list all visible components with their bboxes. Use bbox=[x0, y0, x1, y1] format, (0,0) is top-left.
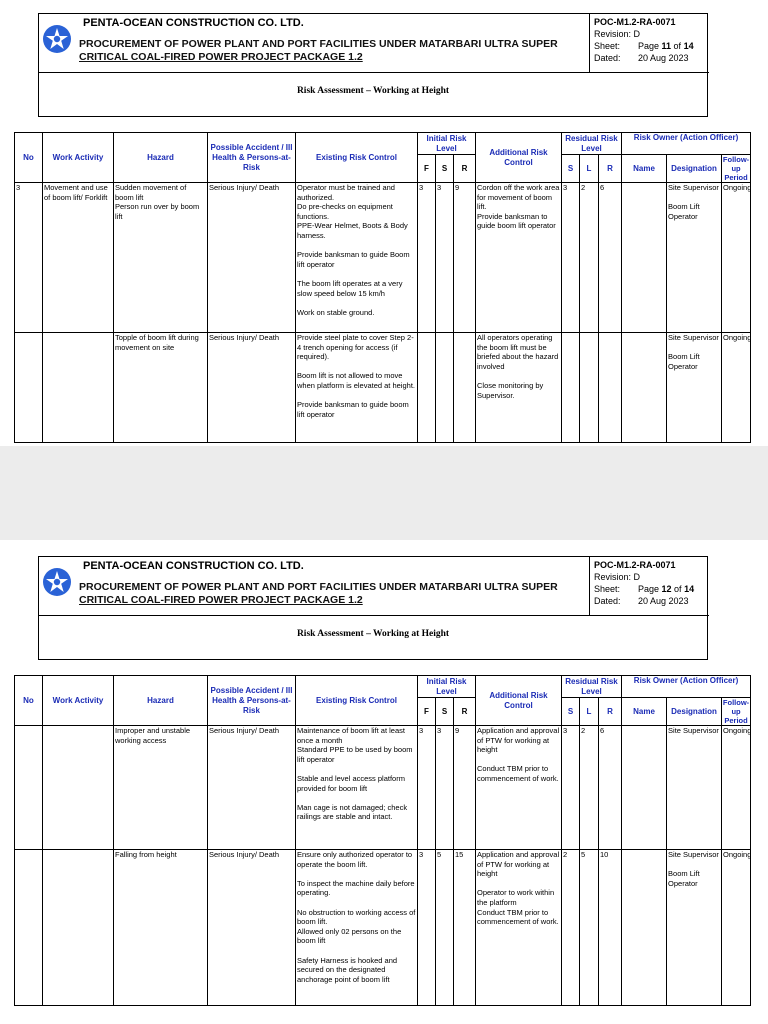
cell-existing-control bbox=[296, 183, 418, 333]
dated-value: 20 Aug 2023 bbox=[638, 596, 689, 606]
cell-followup: Ongoing bbox=[722, 183, 751, 333]
col-header-hazard: Hazard bbox=[114, 133, 208, 183]
cell-additional-control-block: Application and approval of PTW for working at height bbox=[477, 850, 560, 879]
col-header-followup: Follow-up Period bbox=[722, 698, 750, 725]
cell-existing-control bbox=[296, 850, 418, 1006]
cell-followup: Ongoing bbox=[722, 850, 751, 1006]
col-header-residual-s: S bbox=[562, 155, 580, 183]
col-header-residual-r: R bbox=[599, 698, 622, 726]
dated-label: Dated: bbox=[594, 596, 621, 606]
dated-info bbox=[594, 53, 704, 63]
cell-designation bbox=[667, 183, 722, 333]
col-header-possible-accident: Possible Accident / Ill Health & Persons-at-Risk bbox=[208, 676, 296, 726]
risk-assessment-table bbox=[14, 132, 751, 443]
cell-additional-control-block: Operator to work within the platform Conduct TBM prior to commencement of work. bbox=[477, 888, 559, 927]
col-header-residual-l: L bbox=[580, 698, 599, 726]
cell-existing-control-block: Provide banksman to guide boom lift operator bbox=[297, 400, 409, 419]
col-header-residual-s: S bbox=[562, 698, 580, 726]
cell-additional-control bbox=[476, 850, 562, 1006]
col-header-initial-r: R bbox=[454, 698, 476, 726]
project-title-line1: PROCUREMENT OF POWER PLANT AND PORT FACILITIES UNDER MATARBARI ULTRA SUPER bbox=[79, 38, 558, 50]
page-12 bbox=[0, 540, 768, 1024]
cell-additional-control-block: Conduct TBM prior to commencement of work. bbox=[477, 764, 559, 783]
col-header-no: No bbox=[15, 676, 43, 726]
cell-possible-accident: Serious Injury/ Death bbox=[208, 183, 296, 333]
cell-initial-s: 3 bbox=[436, 726, 454, 850]
sheet-value bbox=[638, 41, 694, 51]
table-row bbox=[15, 183, 751, 333]
cell-designation-block: Boom Lift Operator bbox=[668, 202, 700, 221]
cell-initial-f: 3 bbox=[418, 850, 436, 1006]
cell-work-activity bbox=[43, 726, 114, 850]
cell-existing-control-block: To inspect the machine daily before operating. bbox=[297, 878, 415, 898]
risk-assessment-table bbox=[14, 675, 751, 1006]
cell-work-activity bbox=[43, 850, 114, 1006]
cell-additional-control bbox=[476, 726, 562, 850]
col-header-risk-owner: Risk Owner (Action Officer) bbox=[622, 133, 751, 155]
cell-no bbox=[15, 726, 43, 850]
page-prefix: Page bbox=[638, 584, 662, 594]
cell-initial-f bbox=[418, 333, 436, 443]
cell-designation-block: Site Supervisor bbox=[668, 850, 719, 859]
page-total: 14 bbox=[683, 41, 694, 51]
cell-existing-control-block: Provide steel plate to cover Step 2-4 trench opening for access (if required). bbox=[297, 333, 414, 362]
cell-existing-control-block: Ensure only authorized operator to operate the boom lift. bbox=[297, 850, 413, 869]
sheet-label: Sheet: bbox=[594, 41, 621, 51]
sheet-label: Sheet: bbox=[594, 584, 621, 594]
col-header-initial-risk: Initial Risk Level bbox=[418, 676, 476, 698]
col-header-name: Name bbox=[622, 155, 667, 183]
cell-residual-s bbox=[562, 333, 580, 443]
cell-name bbox=[622, 333, 667, 443]
col-header-initial-s: S bbox=[436, 155, 454, 183]
col-header-residual-l: L bbox=[580, 155, 599, 183]
document-header bbox=[38, 556, 708, 660]
header-title-block bbox=[39, 14, 590, 73]
col-header-work-activity: Work Activity bbox=[43, 133, 114, 183]
cell-additional-control-block: Close monitoring by Supervisor. bbox=[477, 380, 544, 400]
cell-residual-r: 6 bbox=[599, 183, 622, 333]
cell-no: 3 bbox=[15, 183, 43, 333]
cell-initial-f: 3 bbox=[418, 183, 436, 333]
col-header-initial-f: F bbox=[418, 155, 436, 183]
page-prefix: Page bbox=[638, 41, 662, 51]
cell-work-activity bbox=[43, 333, 114, 443]
col-header-name: Name bbox=[622, 698, 667, 726]
document-title: Risk Assessment – Working at Height bbox=[296, 629, 450, 639]
cell-designation bbox=[667, 850, 722, 1006]
company-name: PENTA-OCEAN CONSTRUCTION CO. LTD. bbox=[83, 17, 304, 29]
cell-designation bbox=[667, 726, 722, 850]
dated-value: 20 Aug 2023 bbox=[638, 53, 689, 63]
col-header-work-activity: Work Activity bbox=[43, 676, 114, 726]
cell-no bbox=[15, 850, 43, 1006]
document-control-block bbox=[590, 14, 709, 73]
col-header-possible-accident: Possible Accident / Ill Health & Persons-at-Risk bbox=[208, 133, 296, 183]
cell-existing-control-block: Safety Harness is hooked and secured on the designated anchorage point of boom lift bbox=[297, 955, 398, 984]
cell-hazard: Sudden movement of boom lift Person run over by boom lift bbox=[114, 183, 208, 333]
col-header-residual-risk: Residual Risk Level bbox=[562, 676, 622, 698]
col-header-initial-f: F bbox=[418, 698, 436, 726]
cell-designation bbox=[667, 333, 722, 443]
cell-existing-control-block: Maintenance of boom lift at least once a month Standard PPE to be used by boom lift operator bbox=[297, 726, 413, 764]
revision: Revision: D bbox=[594, 572, 641, 582]
cell-designation-block: Site Supervisor bbox=[668, 726, 719, 735]
cell-existing-control-block: Stable and level access platform provided for boom lift bbox=[297, 773, 405, 793]
project-title-line1: PROCUREMENT OF POWER PLANT AND PORT FACILITIES UNDER MATARBARI ULTRA SUPER bbox=[79, 581, 558, 593]
cell-possible-accident: Serious Injury/ Death bbox=[208, 726, 296, 850]
document-number: POC-M1.2-RA-0071 bbox=[594, 17, 676, 27]
cell-designation-block: Site Supervisor bbox=[668, 183, 719, 192]
document-header bbox=[38, 13, 708, 117]
cell-name bbox=[622, 726, 667, 850]
cell-existing-control bbox=[296, 333, 418, 443]
cell-existing-control bbox=[296, 726, 418, 850]
cell-residual-r: 6 bbox=[599, 726, 622, 850]
cell-residual-r: 10 bbox=[599, 850, 622, 1006]
cell-residual-s: 2 bbox=[562, 850, 580, 1006]
project-title-line2: CRITICAL COAL-FIRED POWER PROJECT PACKAGE 1.2 bbox=[79, 594, 363, 606]
cell-designation-block: Boom Lift Operator bbox=[668, 352, 700, 371]
cell-residual-l: 2 bbox=[580, 183, 599, 333]
cell-additional-control bbox=[476, 183, 562, 333]
col-header-residual-risk: Residual Risk Level bbox=[562, 133, 622, 155]
col-header-residual-r: R bbox=[599, 155, 622, 183]
cell-residual-l: 2 bbox=[580, 726, 599, 850]
cell-existing-control-block: The boom lift operates at a very slow speed below 15 km/h bbox=[297, 278, 403, 298]
cell-existing-control-block: Man cage is not damaged; check railings are stable and intact. bbox=[297, 802, 408, 822]
cell-existing-control-block: No obstruction to working access of boom lift. Allowed only 02 persons on the boom lift bbox=[297, 907, 416, 946]
cell-initial-r bbox=[454, 333, 476, 443]
header-title-block bbox=[39, 557, 590, 616]
cell-designation-block: Site Supervisor bbox=[668, 333, 719, 342]
cell-initial-s: 5 bbox=[436, 850, 454, 1006]
cell-additional-control-block: All operators operating the boom lift must be briefed about the hazard involved bbox=[477, 333, 559, 371]
cell-initial-r: 9 bbox=[454, 726, 476, 850]
table-row bbox=[15, 726, 751, 850]
col-header-no: No bbox=[15, 133, 43, 183]
cell-residual-r bbox=[599, 333, 622, 443]
cell-residual-l bbox=[580, 333, 599, 443]
cell-initial-s: 3 bbox=[436, 183, 454, 333]
page-11 bbox=[0, 0, 768, 446]
cell-designation-block: Boom Lift Operator bbox=[668, 869, 700, 888]
cell-followup: Ongoing bbox=[722, 726, 751, 850]
cell-initial-r: 9 bbox=[454, 183, 476, 333]
cell-no bbox=[15, 333, 43, 443]
cell-residual-s: 3 bbox=[562, 726, 580, 850]
page-number: 11 bbox=[661, 41, 672, 51]
col-header-followup: Follow-up Period bbox=[722, 155, 750, 182]
cell-residual-s: 3 bbox=[562, 183, 580, 333]
cell-name bbox=[622, 183, 667, 333]
cell-possible-accident: Serious Injury/ Death bbox=[208, 333, 296, 443]
cell-hazard: Improper and unstable working access bbox=[114, 726, 208, 850]
company-name: PENTA-OCEAN CONSTRUCTION CO. LTD. bbox=[83, 560, 304, 572]
col-header-existing-control: Existing Risk Control bbox=[296, 676, 418, 726]
sheet-value bbox=[638, 584, 694, 594]
col-header-hazard: Hazard bbox=[114, 676, 208, 726]
cell-initial-s bbox=[436, 333, 454, 443]
company-logo-icon bbox=[42, 567, 72, 597]
cell-existing-control-block: Work on stable ground. bbox=[297, 307, 375, 317]
col-header-initial-s: S bbox=[436, 698, 454, 726]
col-header-initial-risk: Initial Risk Level bbox=[418, 133, 476, 155]
cell-existing-control-block: Operator must be trained and authorized. Do pre-checks on equipment functions. PPE-Wear Helmet, Boots & Body harness. bbox=[297, 183, 408, 240]
cell-existing-control-block: Boom lift is not allowed to move when platform is elevated at height. bbox=[297, 371, 415, 390]
cell-hazard: Falling from height bbox=[114, 850, 208, 1006]
cell-work-activity: Movement and use of boom lift/ Forklift bbox=[43, 183, 114, 333]
revision: Revision: D bbox=[594, 29, 641, 39]
sheet-info bbox=[594, 41, 704, 51]
page-of: of bbox=[671, 41, 684, 51]
cell-initial-r: 15 bbox=[454, 850, 476, 1006]
cell-initial-f: 3 bbox=[418, 726, 436, 850]
dated-info bbox=[594, 596, 704, 606]
page-total: 14 bbox=[684, 584, 695, 594]
col-header-initial-r: R bbox=[454, 155, 476, 183]
cell-hazard: Topple of boom lift during movement on site bbox=[114, 333, 208, 443]
col-header-designation: Designation bbox=[667, 155, 722, 183]
page-number: 12 bbox=[661, 584, 672, 594]
col-header-existing-control: Existing Risk Control bbox=[296, 133, 418, 183]
col-header-risk-owner: Risk Owner (Action Officer) bbox=[622, 676, 751, 698]
document-number: POC-M1.2-RA-0071 bbox=[594, 560, 676, 570]
table-row bbox=[15, 333, 751, 443]
page-of: of bbox=[671, 584, 685, 594]
cell-additional-control-block: Cordon off the work area for movement of boom lift. Provide banksman to guide boom lift operator bbox=[477, 183, 560, 231]
col-header-designation: Designation bbox=[667, 698, 722, 726]
dated-label: Dated: bbox=[594, 53, 621, 63]
col-header-additional-control: Additional Risk Control bbox=[476, 133, 562, 183]
cell-additional-control-block: Application and approval of PTW for working at height bbox=[477, 726, 560, 755]
document-title: Risk Assessment – Working at Height bbox=[296, 86, 450, 96]
cell-additional-control bbox=[476, 333, 562, 443]
cell-name bbox=[622, 850, 667, 1006]
col-header-additional-control: Additional Risk Control bbox=[476, 676, 562, 726]
company-logo-icon bbox=[42, 24, 72, 54]
document-control-block bbox=[590, 557, 709, 616]
cell-residual-l: 5 bbox=[580, 850, 599, 1006]
sheet-info bbox=[594, 584, 704, 594]
table-row bbox=[15, 850, 751, 1006]
project-title-line2: CRITICAL COAL-FIRED POWER PROJECT PACKAGE 1.2 bbox=[79, 51, 363, 63]
cell-possible-accident: Serious Injury/ Death bbox=[208, 850, 296, 1006]
cell-existing-control-block: Provide banksman to guide Boom lift operator bbox=[297, 250, 410, 269]
cell-followup: Ongoing bbox=[722, 333, 751, 443]
